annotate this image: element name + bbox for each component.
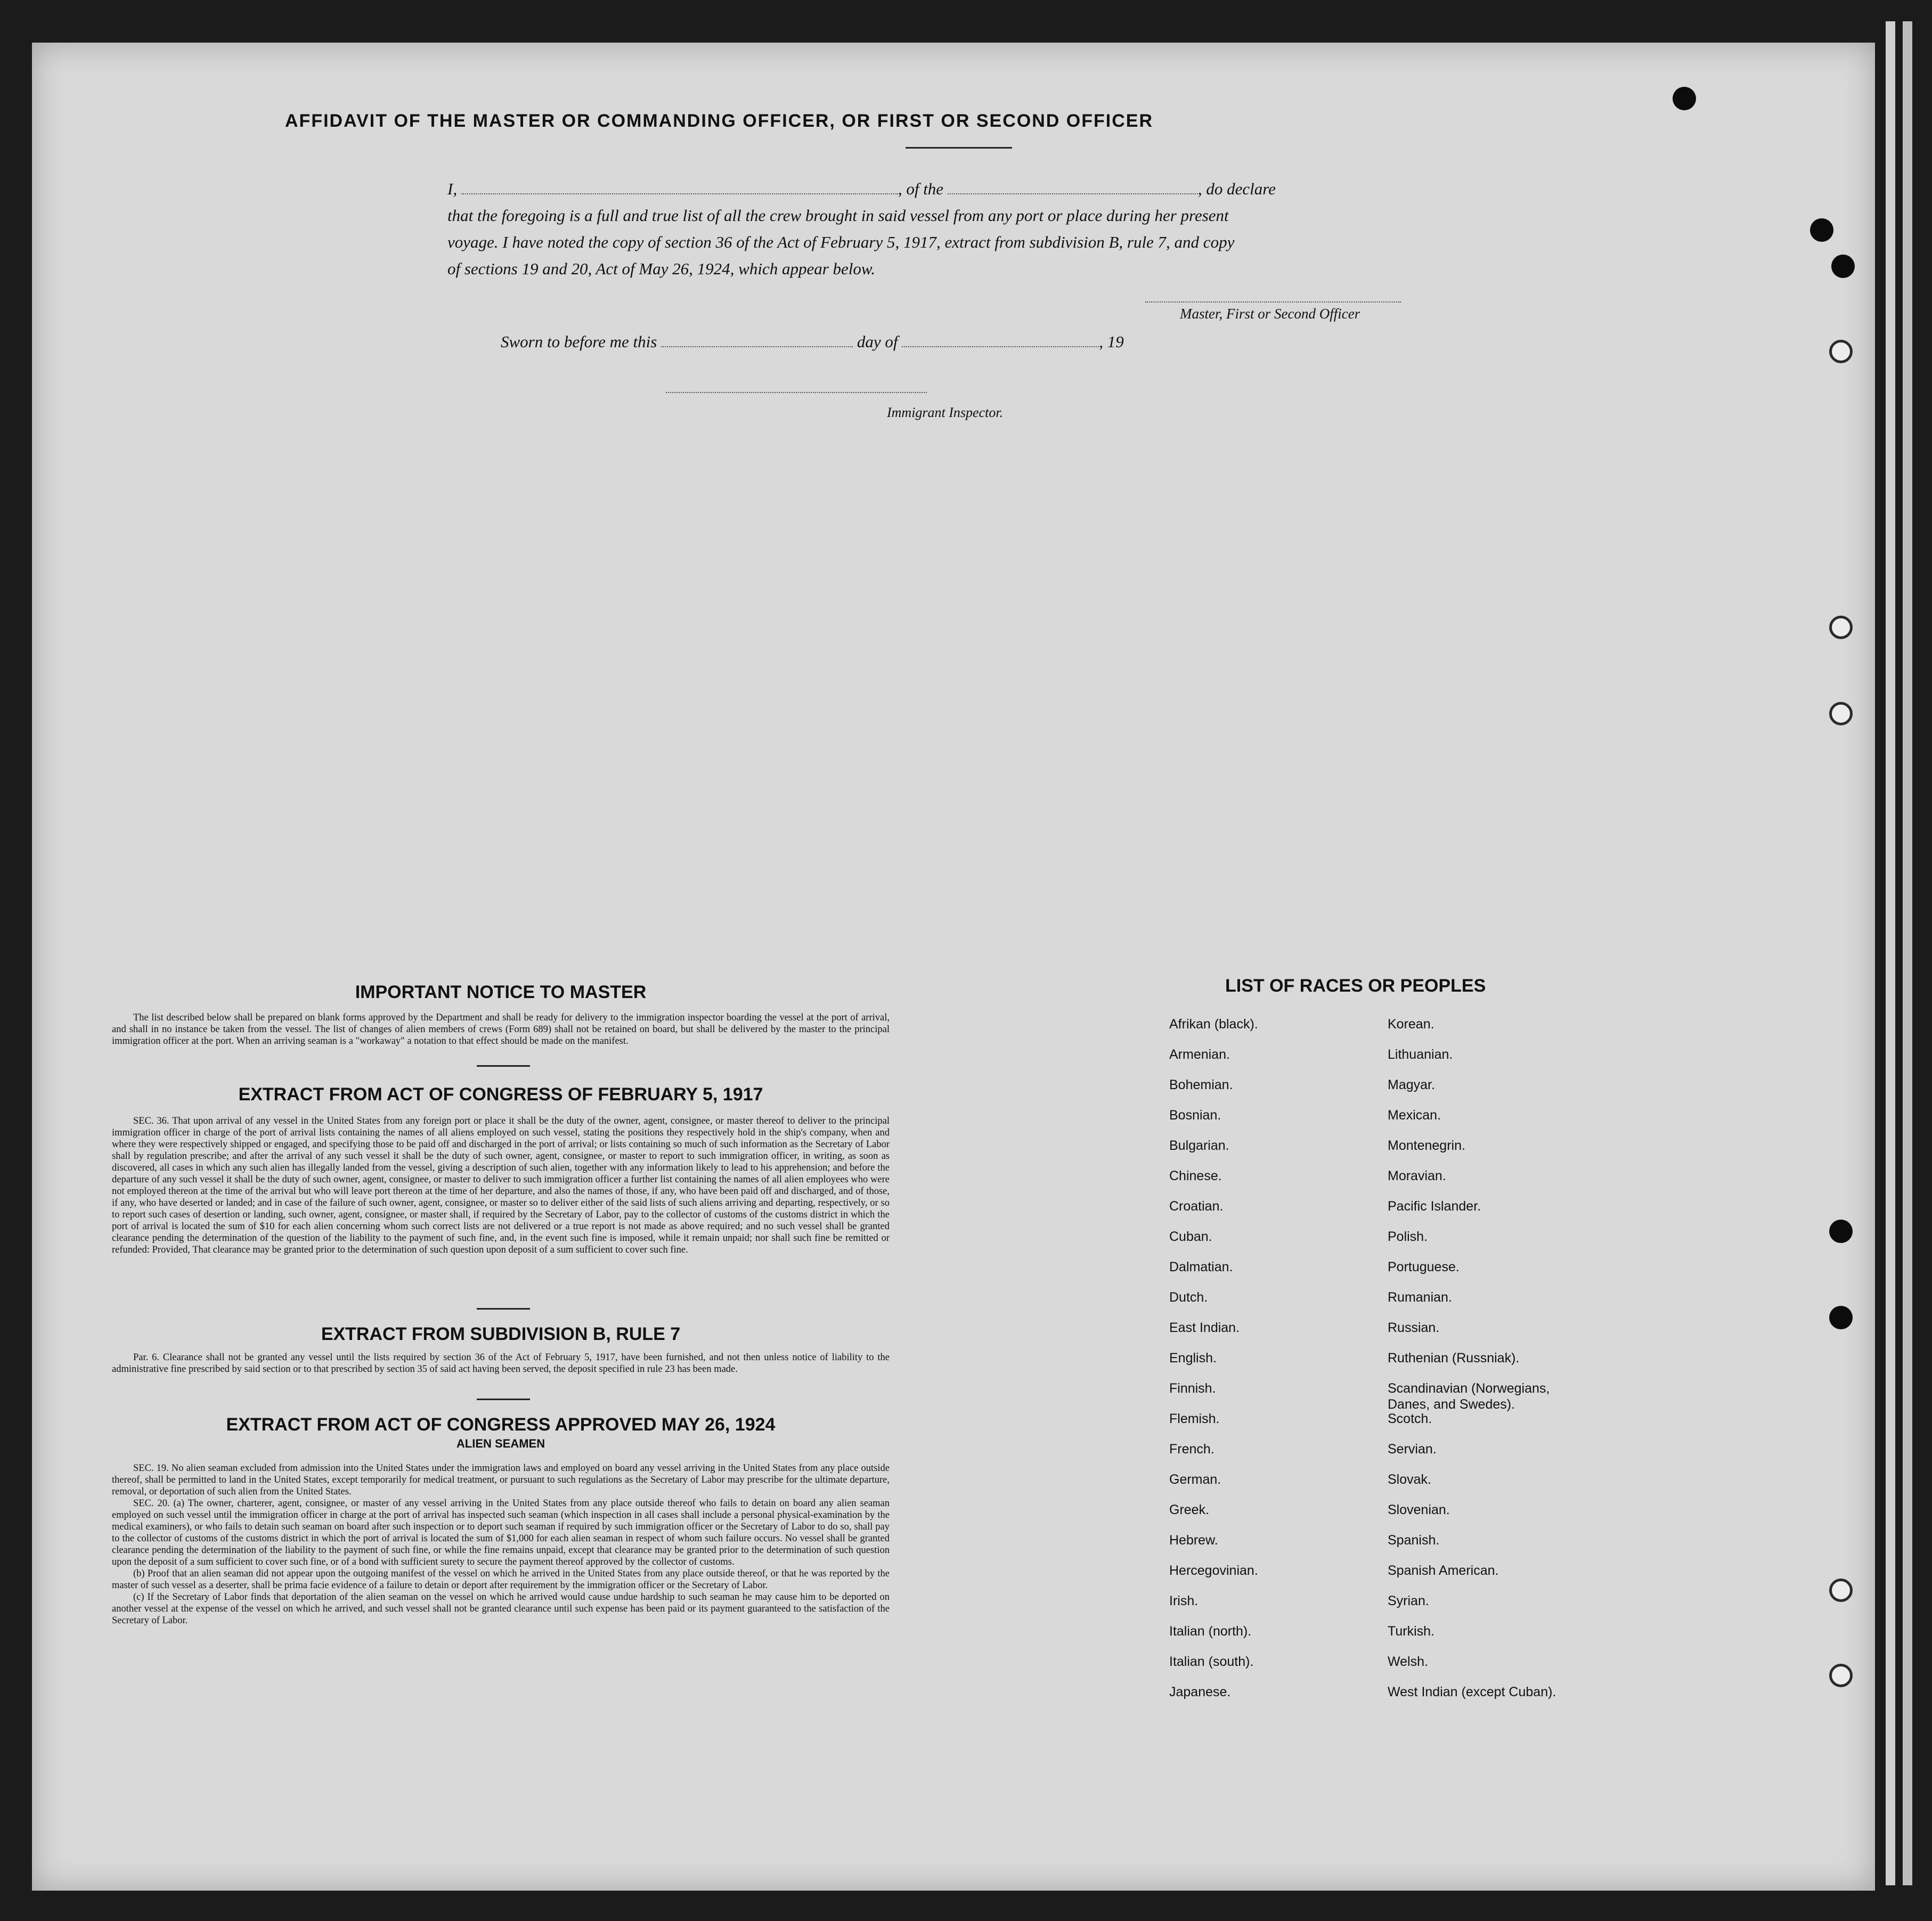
- race-item: Lithuanian.: [1388, 1047, 1453, 1062]
- race-item: Bulgarian.: [1169, 1138, 1229, 1153]
- race-item: Bosnian.: [1169, 1108, 1221, 1123]
- race-item: Slovak.: [1388, 1472, 1431, 1487]
- do-declare-label: , do declare: [1197, 179, 1276, 198]
- race-item: Armenian.: [1169, 1047, 1230, 1062]
- race-item: Japanese.: [1169, 1685, 1231, 1699]
- races-title: LIST OF RACES OR PEOPLES: [1225, 976, 1486, 996]
- race-item: German.: [1169, 1472, 1221, 1487]
- race-item: Cuban.: [1169, 1229, 1212, 1244]
- race-item: Flemish.: [1169, 1411, 1220, 1426]
- sec-19: SEC. 19. No alien seaman excluded from admission into the United States under the immigration laws and employed on board any vessel arriving in the United States from any place outside thereof, shall be permitted to land in the United States, except temporarily for medical treatment, or pursuant to such regulations as the Secretary of Labor may prescribe for the ultimate departure, removal, or deportation of such alien from the United States.: [112, 1463, 890, 1497]
- race-item: Montenegrin.: [1388, 1138, 1465, 1153]
- inspector-signature-line[interactable]: [666, 392, 927, 393]
- race-item: Chinese.: [1169, 1168, 1222, 1183]
- race-item: Dalmatian.: [1169, 1260, 1233, 1274]
- race-item: Irish.: [1169, 1593, 1199, 1608]
- sec-20c: (c) If the Secretary of Labor finds that deportation of the alien seaman on the vessel on which he arrived would cause undue hardship to such seaman he may cause him to be deported on another vessel at the expense of the vessel on which he arrived, and such vessel shall not be granted clearance until such expense has been paid or its payment guaranteed to the satisfaction of the Secretary of Labor.: [112, 1592, 890, 1626]
- affidavit-line: that the foregoing is a full and true list of all the crew brought in said vessel from any port or place during her present: [447, 206, 1229, 225]
- affidavit-line: voyage. I have noted the copy of section 36 of the Act of February 5, 1917, extract from subdivision B, rule 7, and copy: [447, 233, 1235, 251]
- vessel-field[interactable]: [948, 179, 1198, 194]
- binder-hole: [1831, 255, 1855, 278]
- races-list-right: [1388, 1016, 1556, 1714]
- subdivision-title: EXTRACT FROM SUBDIVISION B, RULE 7: [321, 1324, 681, 1344]
- affidavit-text: [447, 176, 1470, 282]
- race-item: Pacific Islander.: [1388, 1199, 1481, 1214]
- sec-20a: SEC. 20. (a) The owner, charterer, agent, consignee, or master of any vessel arriving in the United States from any place outside thereof who fails to detain on board any alien seaman employed on such vessel until the immigration officer in charge at the port of arrival has inspected such seaman (which inspection in all cases shall include a personal physical-examination by the medical examiners), or who fails to detain such seaman on board after such inspection or to deport such seaman if required by such immigration officer or the Secretary of Labor to do so, shall pay to the collector of customs of the customs district in which the port of arrival is located the sum of $1,000 for each alien seaman in respect of whom such failure occurs. No vessel shall be granted clearance pending the determination of the liability to the payment of such fine, or while the fine remains unpaid, except that clearance may be granted prior to the determination of such question upon the deposit of a sum sufficient to cover such fine, or of a bond with sufficient surety to secure the payment thereof approved by the collector of customs.: [112, 1498, 890, 1567]
- section-rule: [477, 1065, 530, 1067]
- extract-1917-text: SEC. 36. That upon arrival of any vessel in the United States from any foreign port or place it shall be the duty of the owner, agent, consignee, or master thereof to deliver to the principal immigration officer in charge of the port of arrival lists containing the names of all aliens employed on such vessel, stating the positions they respectively hold in the ship's company, when and where they were respectively shipped or engaged, and specifying those to be paid off and discharged in the port of arrival; or lists containing so much of such information as the Secretary of Labor shall by regulation prescribe; and after the arrival of any such vessel it shall be the duty of such owner, agent, consignee, or master to report to such immigration officer, in writing, as soon as discovered, all cases in which any such alien has illegally landed from the vessel, giving a description of such alien, together with any information likely to lead to his apprehension; and before the departure of any such vessel it shall be the duty of such owner, agent, consignee, or master to deliver to such immigration officer a further list containing the names of all alien employees who were not employed thereon at the time of the arrival but who will leave port thereon at the time of her departure, and also the names of those, if any, who have been paid off and discharged, and of those, if any, who have deserted or landed; and in case of the failure of such owner, agent, consignee, or master so to deliver either of the said lists of such aliens arriving and departing, respectively, or so to report such cases of desertion or landing, such owner, agent, consignee, or master shall, if required by the Secretary of Labor, pay to the collector of customs of the customs district in which the port of arrival is located the sum of $10 for each alien concerning whom such correct lists are not delivered or a true report is not made as above required; and no such vessel shall be granted clearance pending the determination of the question of the liability to the payment of such fine, and, in the event such fine is imposed, while it remain unpaid; nor shall such fine be remitted or refunded: Provided, That clearance may be granted prior to the determination of such question upon deposit of a sum sufficient to cover such fine.: [112, 1116, 890, 1255]
- inspector-caption: Immigrant Inspector.: [887, 405, 1004, 420]
- race-item: French.: [1169, 1442, 1214, 1457]
- race-item: Bohemian.: [1169, 1077, 1233, 1092]
- sec-20b: (b) Proof that an alien seaman did not appear upon the outgoing manifest of the vessel on which he arrived in the United States from any place outside thereof, or that he was reported by the master of such vessel as a deserter, shall be prima facie evidence of a failure to detain or deport after requirement by the immigration officer or the Secretary of Labor.: [112, 1568, 890, 1591]
- race-item: West Indian (except Cuban).: [1388, 1685, 1556, 1699]
- affidavit-line: of sections 19 and 20, Act of May 26, 1924, which appear below.: [447, 259, 876, 278]
- race-item: Ruthenian (Russniak).: [1388, 1351, 1520, 1366]
- day-of-label: day of: [857, 332, 898, 351]
- race-item: Korean.: [1388, 1017, 1434, 1032]
- binder-hole: [1829, 1306, 1853, 1329]
- race-item: Croatian.: [1169, 1199, 1224, 1214]
- page-edge: [1886, 21, 1895, 1885]
- race-item: Turkish.: [1388, 1624, 1434, 1639]
- race-item: Scotch.: [1388, 1411, 1432, 1426]
- name-field[interactable]: [461, 179, 898, 194]
- binder-hole: [1829, 340, 1853, 363]
- year-label: , 19: [1099, 332, 1124, 351]
- race-item: Syrian.: [1388, 1593, 1429, 1608]
- race-item: Italian (north).: [1169, 1624, 1252, 1639]
- binder-hole: [1829, 616, 1853, 639]
- race-item: Rumanian.: [1388, 1290, 1452, 1305]
- race-item: Portuguese.: [1388, 1260, 1460, 1274]
- race-item: Finnish.: [1169, 1381, 1216, 1396]
- races-list-left: [1169, 1016, 1258, 1714]
- race-item: Welsh.: [1388, 1654, 1428, 1669]
- subdivision-text: Par. 6. Clearance shall not be granted any vessel until the lists required by section 36 of the Act of February 5, 1917, have been furnished, and not then unless notice of liability to the administrative fine prescribed by said section or to that prescribed by section 35 of said act having been served, the deposit specified in rule 23 has been made.: [112, 1352, 890, 1375]
- notice-text: The list described below shall be prepared on blank forms approved by the Department and shall be ready for delivery to the immigration inspector boarding the vessel at the port of arrival, and shall in no instance be taken from the vessel. The list of changes of alien members of crews (Form 689) shall not be retained on board, but shall be delivered by the master to the principal immigration officer at the port. When an arriving seaman is a "workaway" a notation to that effect should be made on the manifest.: [112, 1012, 890, 1047]
- sworn-day-field[interactable]: [661, 332, 853, 347]
- race-item: Spanish.: [1388, 1533, 1440, 1548]
- race-item: Mexican.: [1388, 1108, 1441, 1123]
- sworn-line: [501, 332, 1124, 351]
- race-item: Italian (south).: [1169, 1654, 1254, 1669]
- race-item: Polish.: [1388, 1229, 1428, 1244]
- notice-title: IMPORTANT NOTICE TO MASTER: [355, 982, 647, 1002]
- race-item: Moravian.: [1388, 1168, 1446, 1183]
- section-rule: [477, 1399, 530, 1400]
- race-item: Servian.: [1388, 1442, 1437, 1457]
- extract-1917-title: EXTRACT FROM ACT OF CONGRESS OF FEBRUARY 5, 1917: [238, 1084, 763, 1105]
- sworn-month-field[interactable]: [902, 332, 1099, 347]
- binder-hole: [1673, 87, 1696, 110]
- binder-hole: [1829, 702, 1853, 725]
- of-the-label: , of the: [898, 179, 944, 198]
- race-item: Hebrew.: [1169, 1533, 1218, 1548]
- signature-line[interactable]: [1145, 301, 1401, 303]
- race-item: Scandinavian (Norwegians, Danes, and Swedes).: [1388, 1381, 1550, 1412]
- affidavit-title: AFFIDAVIT OF THE MASTER OR COMMANDING OFFICER, OR FIRST OR SECOND OFFICER: [285, 111, 1153, 131]
- binder-hole: [1810, 218, 1833, 242]
- race-item: English.: [1169, 1351, 1217, 1366]
- race-item: Greek.: [1169, 1502, 1210, 1517]
- binder-hole: [1829, 1664, 1853, 1687]
- page-edge: [1903, 21, 1912, 1885]
- extract-1924-title: EXTRACT FROM ACT OF CONGRESS APPROVED MAY 26, 1924: [226, 1415, 776, 1435]
- i-label: I,: [447, 179, 458, 198]
- race-item: Spanish American.: [1388, 1563, 1499, 1578]
- binder-hole: [1829, 1579, 1853, 1602]
- section-rule: [477, 1308, 530, 1310]
- signature-caption: Master, First or Second Officer: [1180, 306, 1360, 322]
- race-item: Russian.: [1388, 1320, 1440, 1335]
- extract-1924-text: [112, 1462, 890, 1626]
- race-item: Magyar.: [1388, 1077, 1435, 1092]
- race-item: Dutch.: [1169, 1290, 1208, 1305]
- title-rule: [906, 147, 1012, 149]
- race-item: Afrikan (black).: [1169, 1017, 1258, 1032]
- race-item: Slovenian.: [1388, 1502, 1450, 1517]
- sworn-label: Sworn to before me this: [501, 332, 657, 351]
- extract-1924-subtitle: ALIEN SEAMEN: [456, 1437, 545, 1450]
- race-item: East Indian.: [1169, 1320, 1240, 1335]
- binder-hole: [1829, 1220, 1853, 1243]
- race-item: Hercegovinian.: [1169, 1563, 1258, 1578]
